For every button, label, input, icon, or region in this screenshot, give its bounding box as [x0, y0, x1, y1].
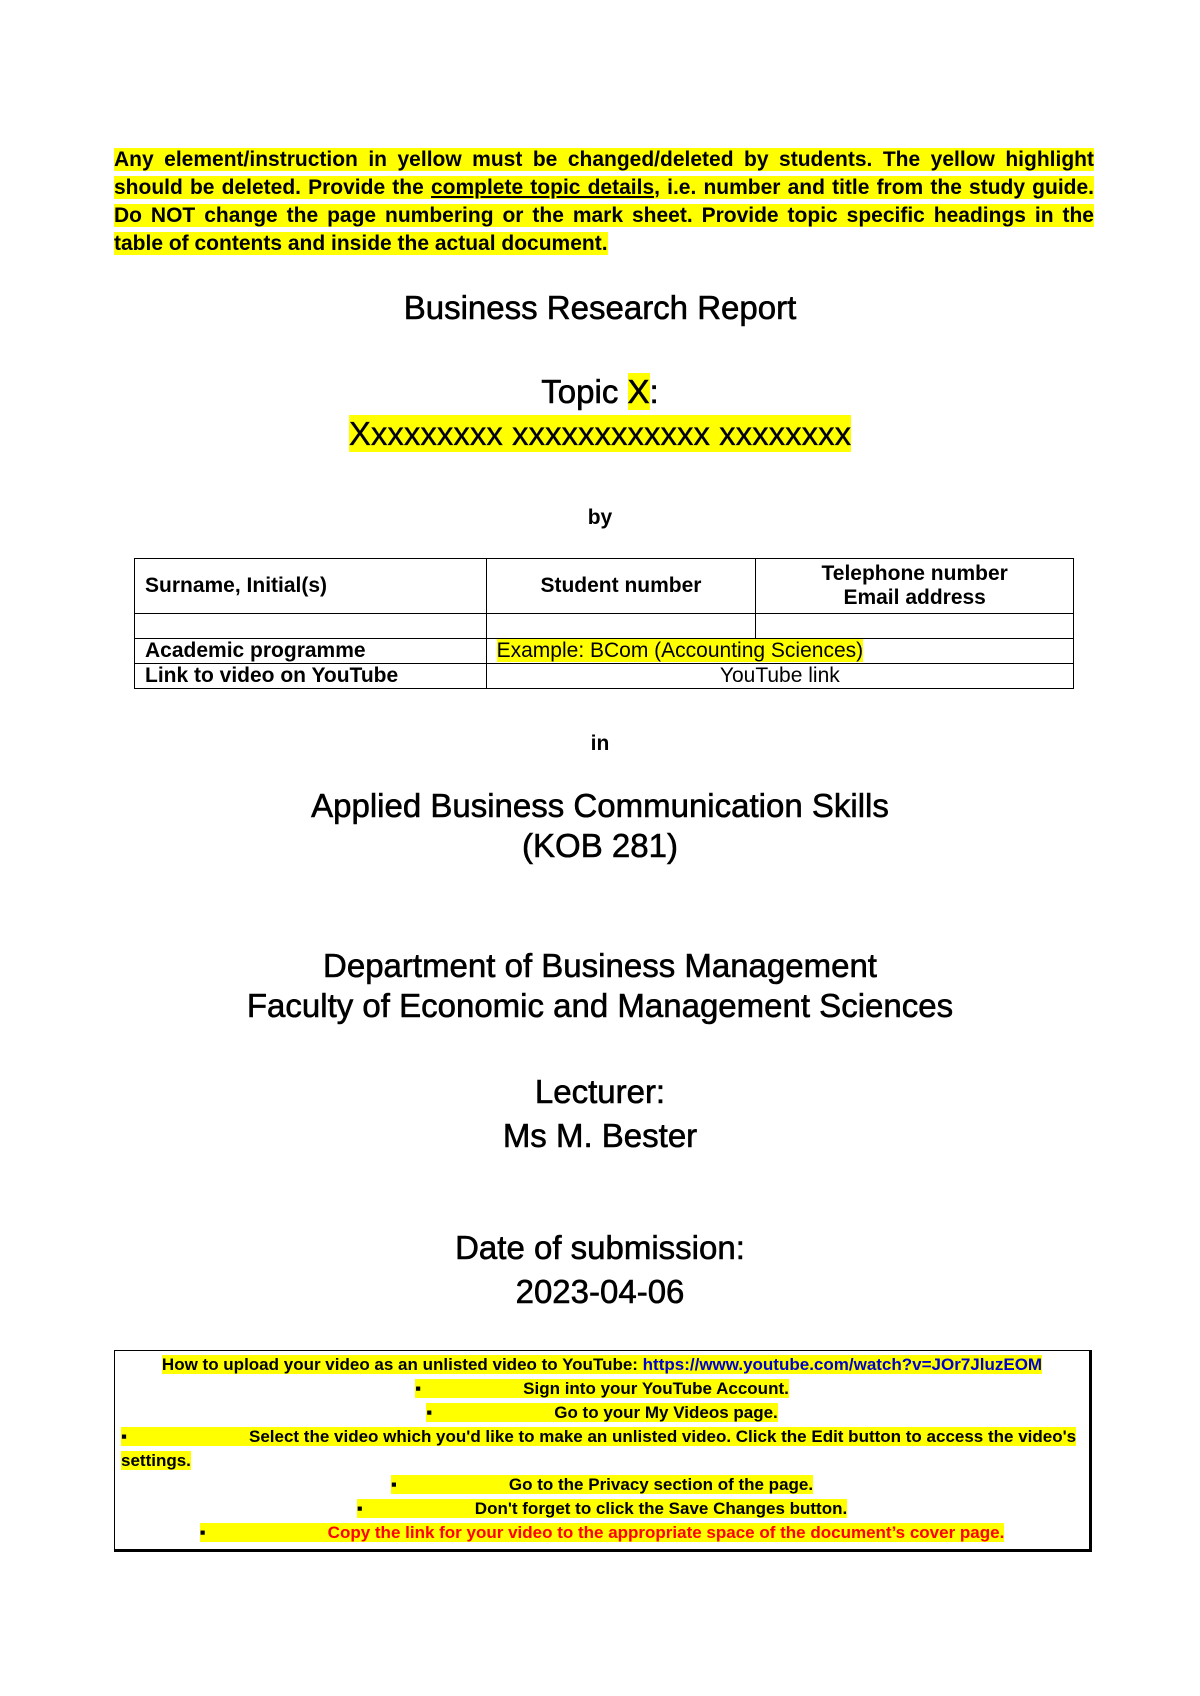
bullet-icon: ▪: [356, 1499, 363, 1518]
student-details-table: [134, 558, 1074, 689]
department-name: Department of Business Management: [323, 947, 877, 984]
bullet-icon: ▪: [121, 1427, 128, 1446]
howto-step: ▪ Sign into your YouTube Account.: [121, 1377, 1083, 1401]
topic-title: [0, 414, 1200, 454]
topic-title-text: Xxxxxxxxx xxxxxxxxxxxx xxxxxxxx: [348, 415, 852, 452]
programme-cell[interactable]: [486, 639, 1073, 664]
by-label: by: [587, 506, 613, 529]
department-block: [0, 946, 1200, 1026]
instructions-underlined: complete topic details: [430, 176, 655, 199]
programme-value: Example: BCom (Accounting Sciences): [496, 639, 864, 662]
surname-header: Surname, Initial(s): [135, 559, 487, 614]
bullet-icon: ▪: [426, 1403, 433, 1422]
submission-block: [0, 1226, 1200, 1314]
instructions-text-1: Any element/instruction in yellow must be changed/deleted by students. The yellow highlight should be deleted. Provide the: [114, 148, 1094, 199]
howto-step: ▪ Go to your My Videos page.: [121, 1401, 1083, 1425]
bullet-icon: ▪: [199, 1523, 206, 1542]
howto-link[interactable]: https://www.youtube.com/watch?v=JOr7JluzEOM: [642, 1355, 1043, 1374]
email-header: Email address: [843, 586, 986, 609]
report-title: Business Research Report: [403, 289, 797, 326]
lecturer-label: Lecturer:: [534, 1073, 666, 1110]
youtube-howto-box: [114, 1350, 1092, 1552]
submission-date: 2023-04-06: [515, 1273, 685, 1310]
howto-step: ▪ Copy the link for your video to the appropriate space of the document’s cover page.: [121, 1521, 1083, 1545]
in-label: in: [590, 732, 610, 755]
course-name: Applied Business Communication Skills: [311, 787, 889, 824]
topic-prefix: Topic: [541, 373, 628, 410]
lecturer-name: Ms M. Bester: [502, 1117, 698, 1154]
topic-heading: [0, 372, 1200, 412]
topic-number: X: [627, 373, 650, 410]
bullet-icon: ▪: [390, 1475, 397, 1494]
student-instructions: [114, 146, 1094, 258]
video-label: Link to video on YouTube: [135, 664, 487, 689]
surname-cell[interactable]: [135, 614, 487, 639]
telephone-header: Telephone number: [821, 562, 1008, 585]
howto-step: ▪ Don't forget to click the Save Changes button.: [121, 1497, 1083, 1521]
topic-suffix: :: [649, 373, 659, 410]
course-block: [0, 786, 1200, 866]
faculty-name: Faculty of Economic and Management Sciences: [246, 987, 954, 1024]
howto-step: ▪ Go to the Privacy section of the page.: [121, 1473, 1083, 1497]
howto-intro: How to upload your video as an unlisted video to YouTube:: [161, 1355, 643, 1374]
video-link-cell[interactable]: [486, 664, 1073, 689]
bullet-icon: ▪: [415, 1379, 422, 1398]
howto-intro-line: [121, 1353, 1083, 1377]
student-number-cell[interactable]: [486, 614, 756, 639]
contact-header: [756, 559, 1074, 614]
programme-label: Academic programme: [135, 639, 487, 664]
student-number-header: Student number: [486, 559, 756, 614]
submission-label: Date of submission:: [455, 1229, 745, 1266]
course-code: (KOB 281): [522, 827, 678, 864]
contact-cell[interactable]: [756, 614, 1074, 639]
video-link-value[interactable]: YouTube link: [719, 664, 840, 687]
instructions-text-2: , i.e. number and title from the study guide. Do NOT change the page numbering or the mark sheet. Provide topic specific headings in the table of contents and inside the actual document.: [114, 176, 1095, 255]
howto-step: ▪ Select the video which you'd like to make an unlisted video. Click the Edit button to access the video's settings.: [121, 1427, 1077, 1470]
lecturer-block: [0, 1070, 1200, 1158]
